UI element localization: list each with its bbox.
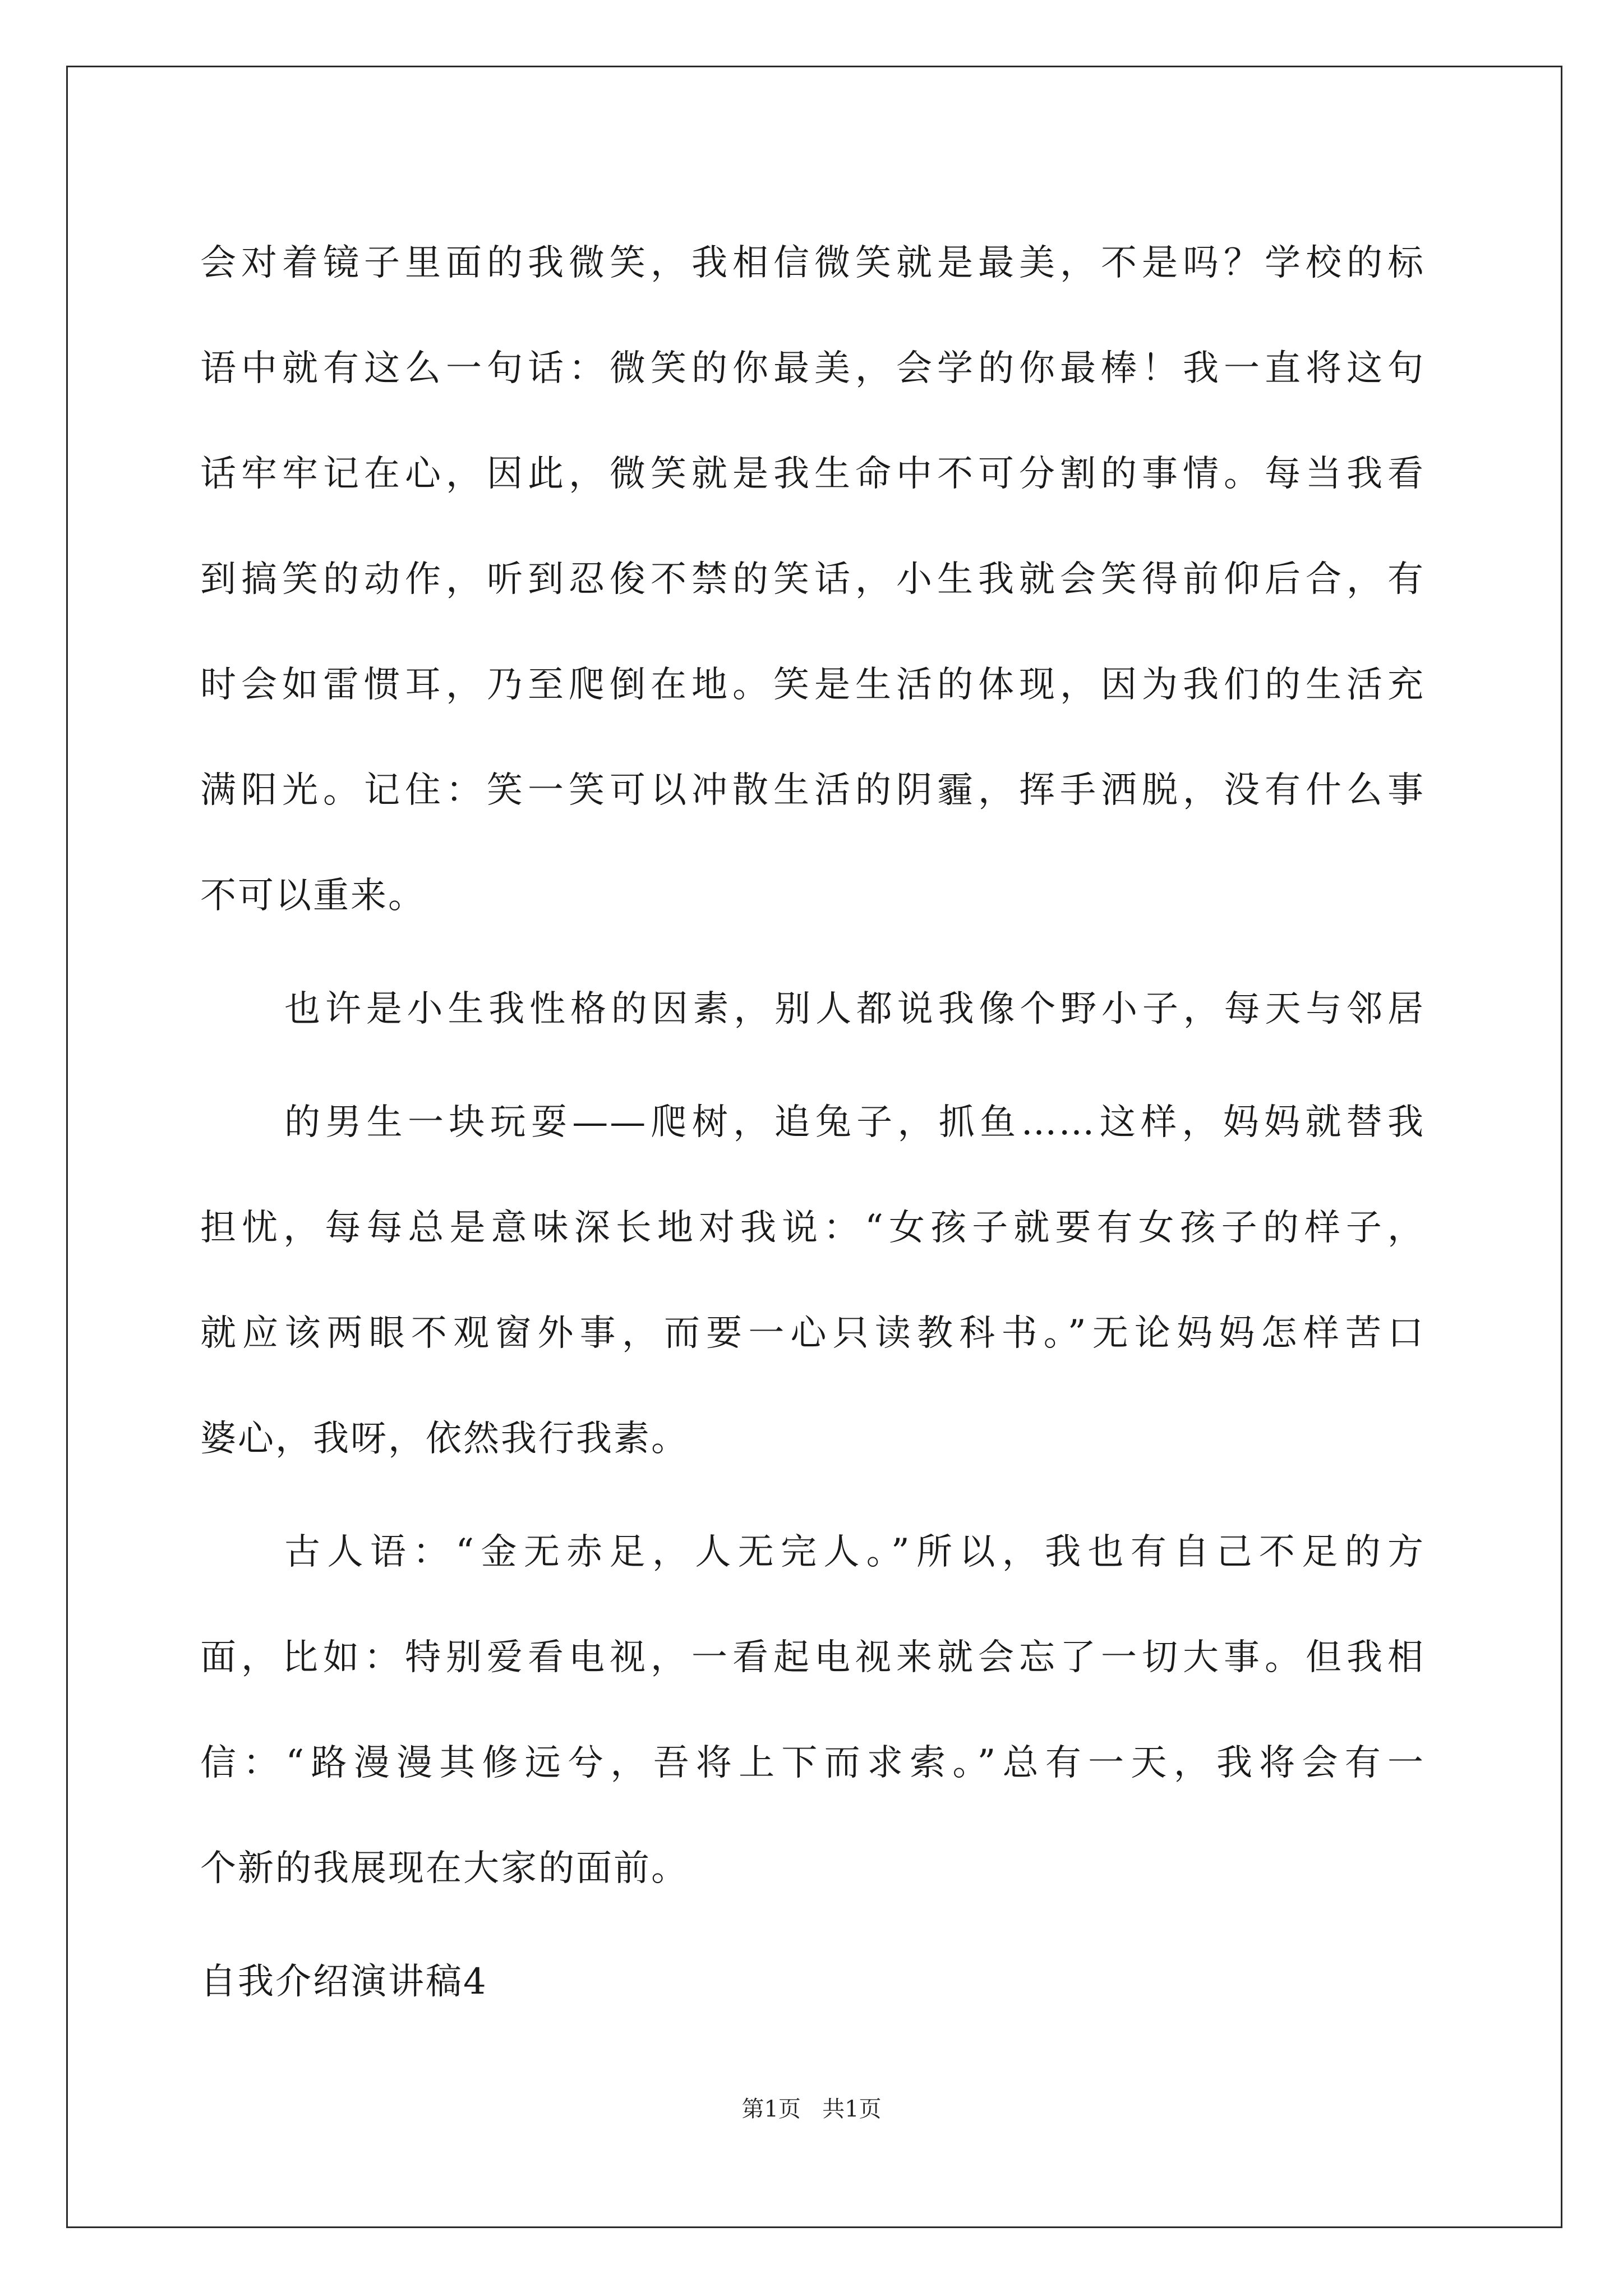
page-footer: [0, 2092, 1623, 2126]
text-line: 就应该两眼不观窗外事，而要一心只读教科书。”无论妈妈怎样苦口: [200, 1313, 1425, 1354]
text-line: 古人语：“金无赤足，人无完人。”所以，我也有自己不足的方: [284, 1531, 1425, 1573]
text-line: 时会如雷惯耳，乃至爬倒在地。笑是生活的体现，因为我们的生活充: [200, 664, 1425, 706]
text-line: 个新的我展现在大家的面前。: [200, 1848, 689, 1889]
text-line: 面，比如：特别爱看电视，一看起电视来就会忘了一切大事。但我相: [200, 1637, 1425, 1678]
paragraph-gap: [200, 949, 1425, 956]
footer-spacer: [801, 2096, 822, 2122]
page-total: 共1页: [822, 2096, 882, 2122]
document-body: [200, 210, 1425, 2035]
text-line: 会对着镜子里面的我微笑，我相信微笑就是最美，不是吗？学校的标: [200, 242, 1425, 284]
page-number: 第1页: [741, 2096, 801, 2122]
text-line: 到搞笑的动作，听到忍俊不禁的笑话，小生我就会笑得前仰后合，有: [200, 559, 1425, 600]
paragraph-gap: [200, 1921, 1425, 1929]
text-line: 语中就有这么一句话：微笑的你最美，会学的你最棒！我一直将这句: [200, 348, 1425, 389]
text-line: 信：“路漫漫其修远兮，吾将上下而求索。”总有一天，我将会有一: [200, 1742, 1425, 1784]
text-line: 话牢牢记在心，因此，微笑就是我生命中不可分割的事情。每当我看: [200, 453, 1425, 495]
text-line: 担忧，每每总是意味深长地对我说：“女孩子就要有女孩子的样子，: [200, 1207, 1425, 1249]
paragraph-gap: [200, 1062, 1425, 1070]
text-line: 也许是小生我性格的因素，别人都说我像个野小子，每天与邻居: [284, 988, 1425, 1030]
text-line: 满阳光。记住：笑一笑可以冲散生活的阴霾，挥手洒脱，没有什么事: [200, 770, 1425, 811]
paragraph-gap: [200, 1492, 1425, 1499]
section-heading: 自我介绍演讲稿4: [200, 1961, 488, 2003]
text-line: 婆心，我呀，依然我行我素。: [200, 1418, 689, 1460]
text-line: 的男生一块玩耍——爬树，追兔子，抓鱼……这样，妈妈就替我: [284, 1102, 1425, 1143]
text-line: 不可以重来。: [200, 875, 426, 917]
